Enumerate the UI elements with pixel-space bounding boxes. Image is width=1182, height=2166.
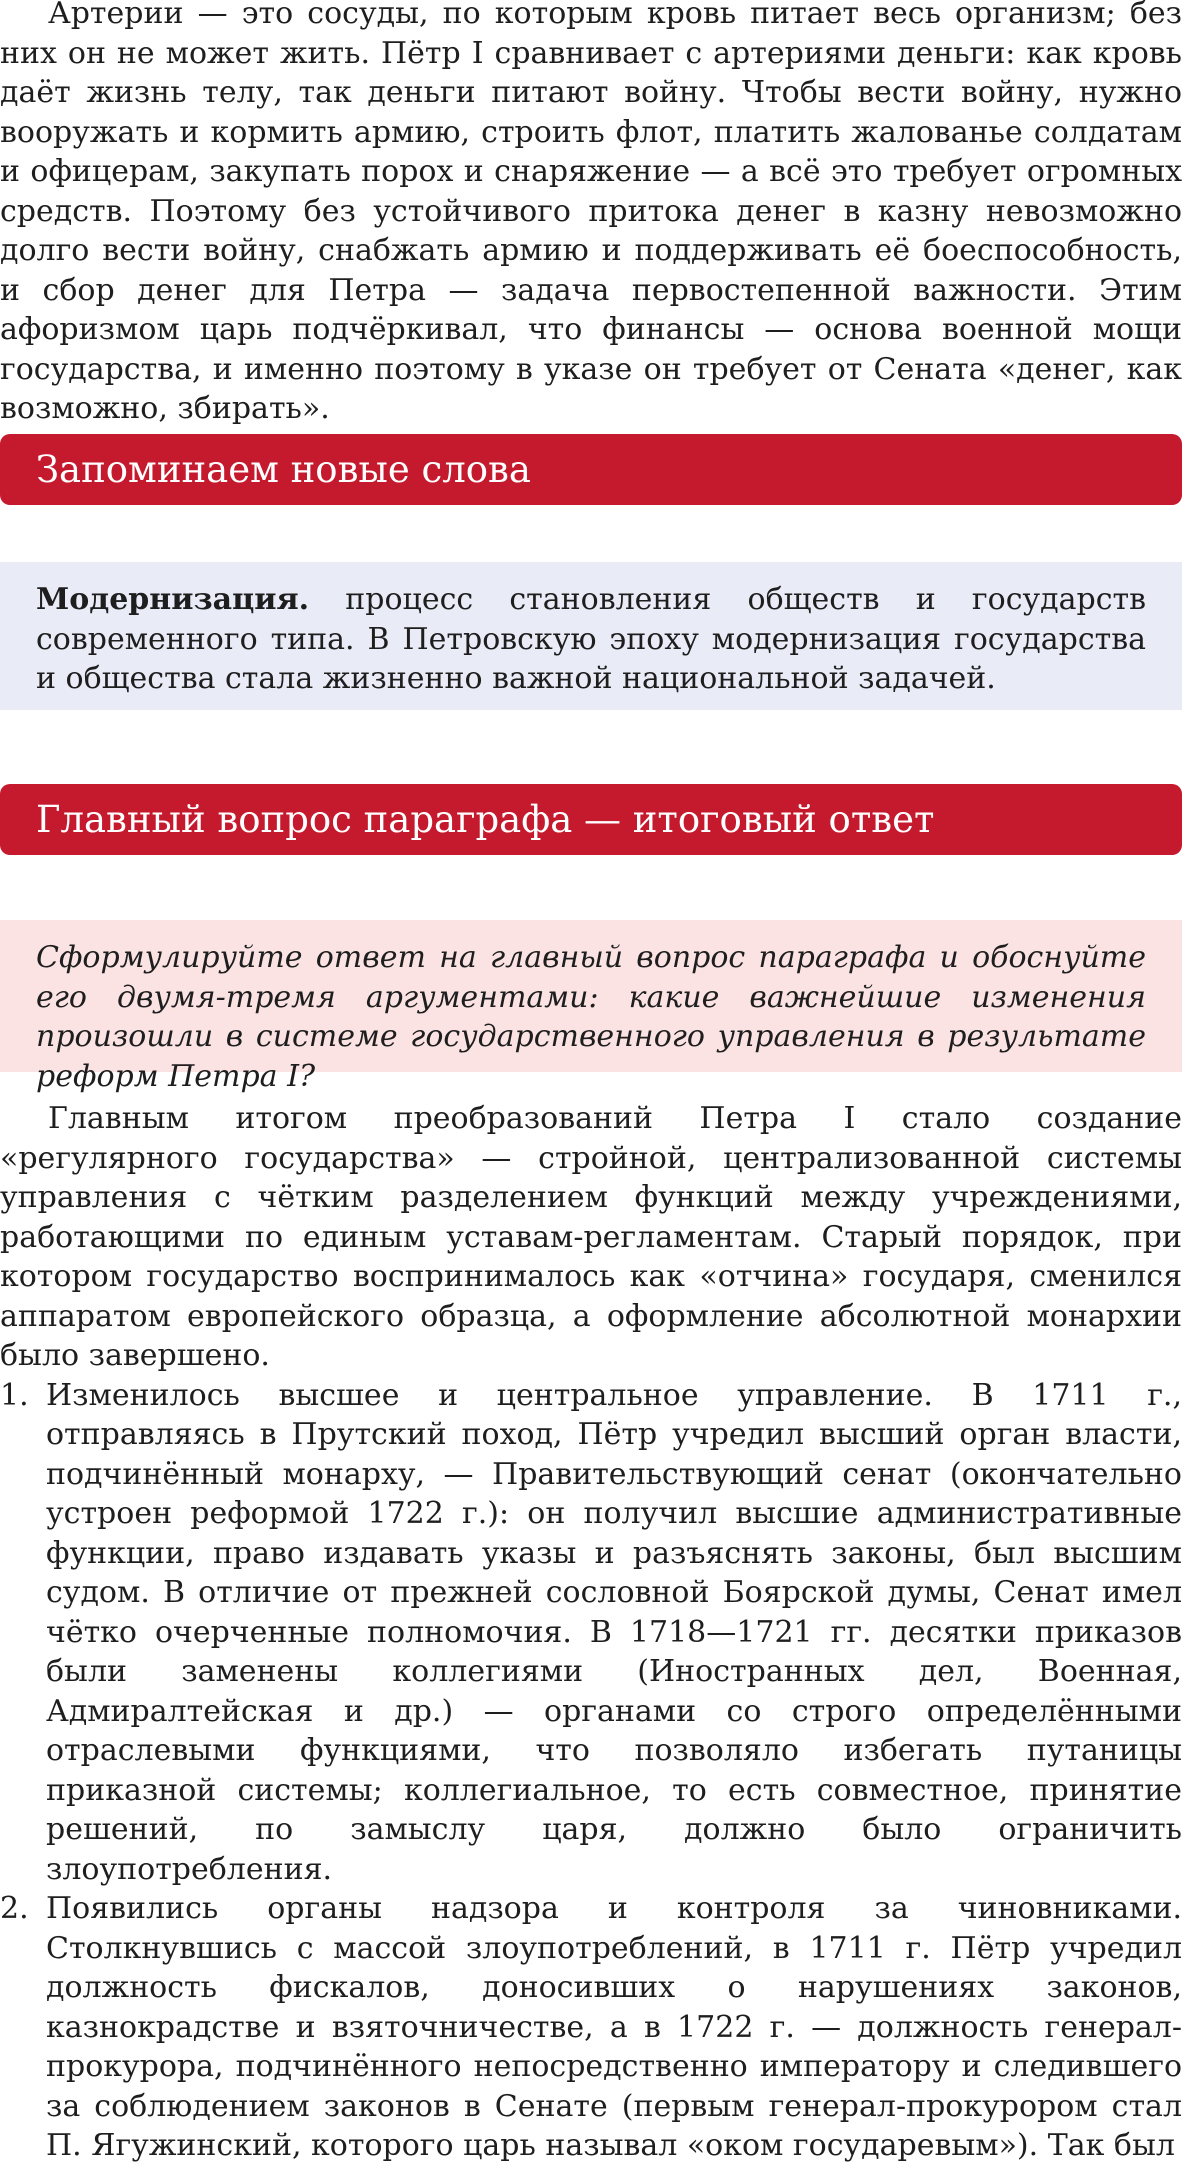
answer-intro: Главным итогом преобразований Петра I стало создание «регулярного государства» — стройной, централизованной системы управления с чётким разделением функций между учреждениями, работающими по единым уставам-регламентам. Старый порядок, при котором государство воспринималось как «отчина» государя, сменился аппаратом европейского образца, а оформление абсолютной монархии было завершено.: [0, 1101, 1182, 1373]
main-question-box: [0, 920, 1182, 1094]
main-question-heading-text: Главный вопрос параграфа — итоговый ответ: [36, 798, 935, 841]
vocab-section-heading: [0, 434, 1182, 505]
vocab-term-definition: процесс становления обществ и государств современного типа. В Петровскую эпоху модернизация государства и общества стала жизненно важной национальной задачей.: [36, 582, 1146, 696]
answer-item-number: 2.: [0, 1891, 29, 1926]
intro-paragraph: Артерии — это сосуды, по которым кровь питает весь организм; без них он не может жить. Пётр I сравнивает с артериями деньги: как кровь даёт жизнь телу, так деньги питают войну. Чтобы вести войну, нужно вооружать и кормить армию, строить флот, платить жалованье солдатам и офицерам, закупать порох и снаряжение — а всё это требует огромных средств. Поэтому без устойчивого притока денег в казну невозможно долго вести войну, снабжать армию и поддерживать её боеспособность, и сбор денег для Петра — задача первостепенной важности. Этим афоризмом царь подчёркивал, что финансы — основа военной мощи государства, и именно поэтому в указе он требует от Сената «денег, как возможно, збирать».: [0, 0, 1182, 426]
answer-list: [0, 1376, 1182, 2166]
answer-item-text: Появились органы надзора и контроля за чиновниками. Столкнувшись с массой злоупотреблений, в 1711 г. Пётр учредил должность фискалов, доносивших о нарушениях законов, казнокрадстве и взяточничестве, а в 1722 г. — должность генерал-прокурора, подчинённого непосредственно императору и следившего за соблюдением законов в Сенате (первым генерал-прокурором стал П. Ягужинский, которого царь называл «оком государевым»). Так был: [46, 1891, 1182, 2163]
answer-item-number: 1.: [0, 1377, 29, 1413]
main-question-text: Сформулируйте ответ на главный вопрос параграфа и обоснуйте его двумя-тремя аргументами: какие важнейшие изменения произошли в системе государственного управления в результате реформ Петра I?: [36, 940, 1146, 1094]
answer-item: [0, 1376, 1182, 1890]
vocab-heading-text: Запоминаем новые слова: [36, 448, 531, 491]
vocab-term-box: [0, 562, 1182, 710]
vocab-definition: [36, 580, 1146, 699]
main-question-heading: [0, 784, 1182, 855]
answer-item-text: Изменилось высшее и центральное управление. В 1711 г., отправляясь в Прутский поход, Пётр учредил высший орган власти, подчинённый монарху, — Правительствующий сенат (окончательно устроен реформой 1722 г.): он получил высшие административные функции, право издавать указы и разъяснять законы, был высшим судом. В отличие от прежней сословной Боярской думы, Сенат имел чётко очерченные полномочия. В 1718—1721 гг. десятки приказов были заменены коллегиями (Иностранных дел, Военная, Адмиралтейская и др.) — органами со строго определёнными отраслевыми функциями, что позволяло избегать путаницы приказной системы; коллегиальное, то есть совместное, принятие решений, по замыслу царя, должно было ограничить злоупотребления.: [46, 1377, 1182, 1887]
answer-item: [0, 1889, 1182, 2166]
vocab-term: Модернизация.: [36, 582, 310, 617]
answer-section: [0, 1099, 1182, 2166]
